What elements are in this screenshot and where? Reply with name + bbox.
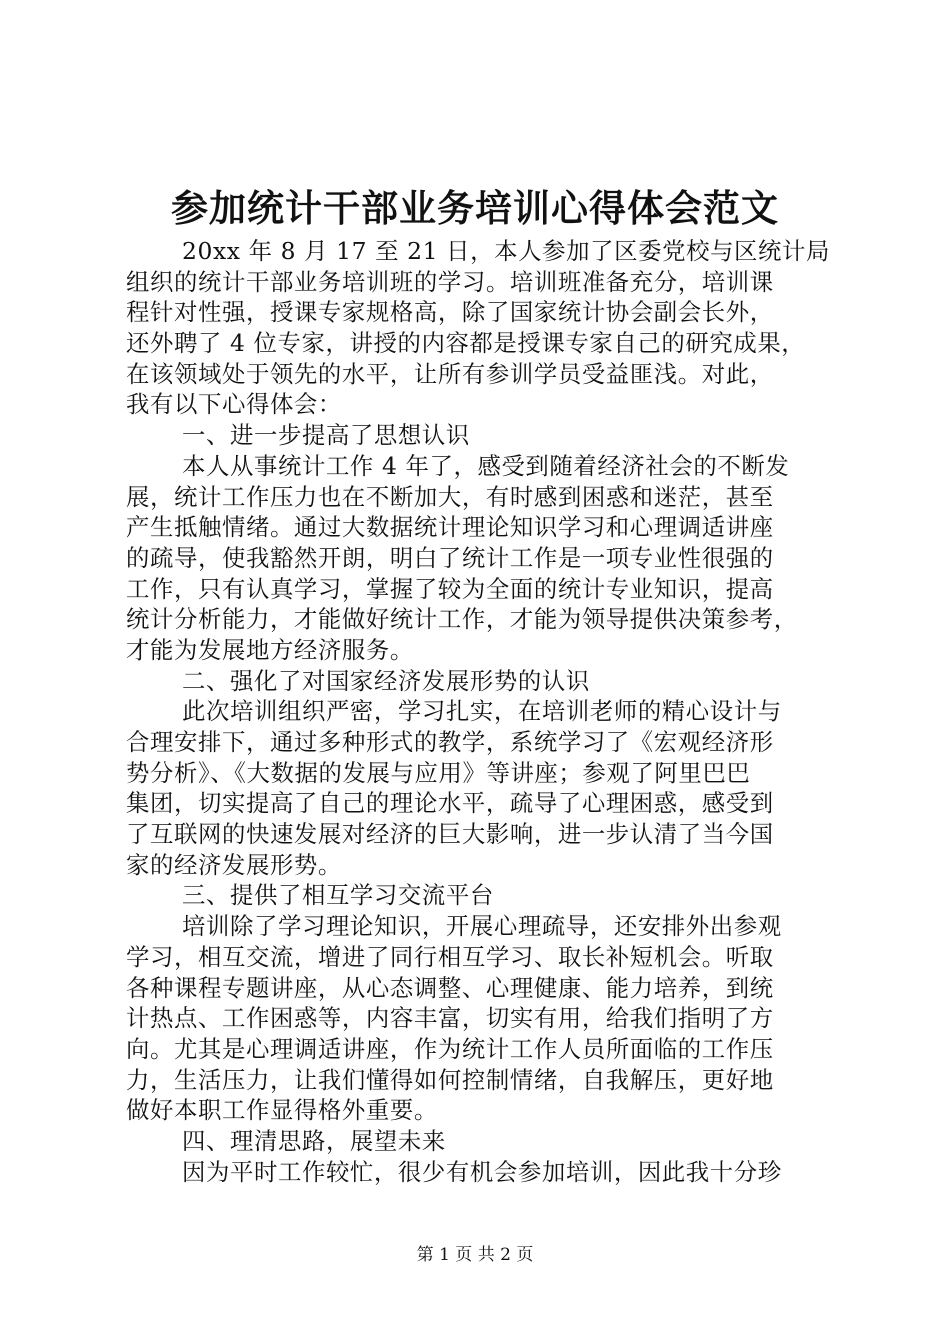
document-body	[126, 236, 846, 1187]
paragraph-line: 做好本职工作显得格外重要。	[126, 1096, 438, 1125]
paragraph-line: 我有以下心得体会：	[126, 390, 342, 419]
section-heading: 三、提供了相互学习交流平台	[182, 881, 494, 910]
paragraph-line: 培训除了学习理论知识，开展心理疏导，还安排外出参观	[182, 912, 782, 941]
paragraph-line: 才能为发展地方经济服务。	[126, 635, 414, 664]
section-heading: 四、理清思路，展望未来	[182, 1126, 446, 1155]
paragraph-line: 势分析》、《大数据的发展与应用》等讲座；参观了阿里巴巴	[126, 758, 751, 787]
paragraph-line: 家的经济发展形势。	[126, 850, 342, 879]
section-heading: 一、进一步提高了思想认识	[182, 421, 470, 450]
paragraph-line: 计热点、工作困惑等，内容丰富，切实有用，给我们指明了方	[126, 1004, 774, 1033]
paragraph-line: 在该领域处于领先的水平，让所有参训学员受益匪浅。对此，	[126, 359, 774, 388]
paragraph-line: 还外聘了 4 位专家，讲授的内容都是授课专家自己的研究成果，	[126, 329, 806, 358]
page-footer: 第 1 页 共 2 页	[416, 1245, 534, 1265]
paragraph-line: 学习，相互交流，增进了同行相互学习、取长补短机会。听取	[126, 942, 774, 971]
paragraph-line: 统计分析能力，才能做好统计工作，才能为领导提供决策参考，	[126, 605, 798, 634]
paragraph-line: 合理安排下，通过多种形式的教学，系统学习了《宏观经济形	[126, 728, 774, 756]
paragraph-line: 的疏导，使我豁然开朗，明白了统计工作是一项专业性很强的	[126, 543, 774, 572]
paragraph-line: 程针对性强，授课专家规格高，除了国家统计协会副会长外，	[126, 298, 774, 327]
paragraph-line: 组织的统计干部业务培训班的学习。培训班准备充分，培训课	[126, 267, 774, 296]
paragraph-line: 展，统计工作压力也在不断加大，有时感到困惑和迷茫，甚至	[126, 482, 774, 511]
paragraph-line: 向。尤其是心理调适讲座，作为统计工作人员所面临的工作压	[126, 1034, 774, 1063]
paragraph-line: 20xx 年 8 月 17 至 21 日，本人参加了区委党校与区统计局	[182, 237, 831, 265]
paragraph-line: 此次培训组织严密，学习扎实，在培训老师的精心设计与	[182, 697, 782, 726]
paragraph-line: 工作，只有认真学习，掌握了较为全面的统计专业知识，提高	[126, 574, 774, 603]
paragraph-line: 产生抵触情绪。通过大数据统计理论知识学习和心理调适讲座	[126, 513, 774, 542]
paragraph-line: 了互联网的快速发展对经济的巨大影响，进一步认清了当今国	[126, 820, 774, 849]
paragraph-line: 集团，切实提高了自己的理论水平，疏导了心理困惑，感受到	[126, 789, 774, 818]
paragraph-line: 各种课程专题讲座，从心态调整、心理健康、能力培养，到统	[126, 973, 774, 1002]
paragraph-line: 因为平时工作较忙，很少有机会参加培训，因此我十分珍	[182, 1157, 782, 1186]
document-title: 参加统计干部业务培训心得体会范文	[171, 186, 779, 230]
paragraph-line: 本人从事统计工作 4 年了，感受到随着经济社会的不断发	[182, 451, 790, 480]
paragraph-line: 力，生活压力，让我们懂得如何控制情绪，自我解压，更好地	[126, 1065, 774, 1094]
section-heading: 二、强化了对国家经济发展形势的认识	[182, 666, 590, 695]
